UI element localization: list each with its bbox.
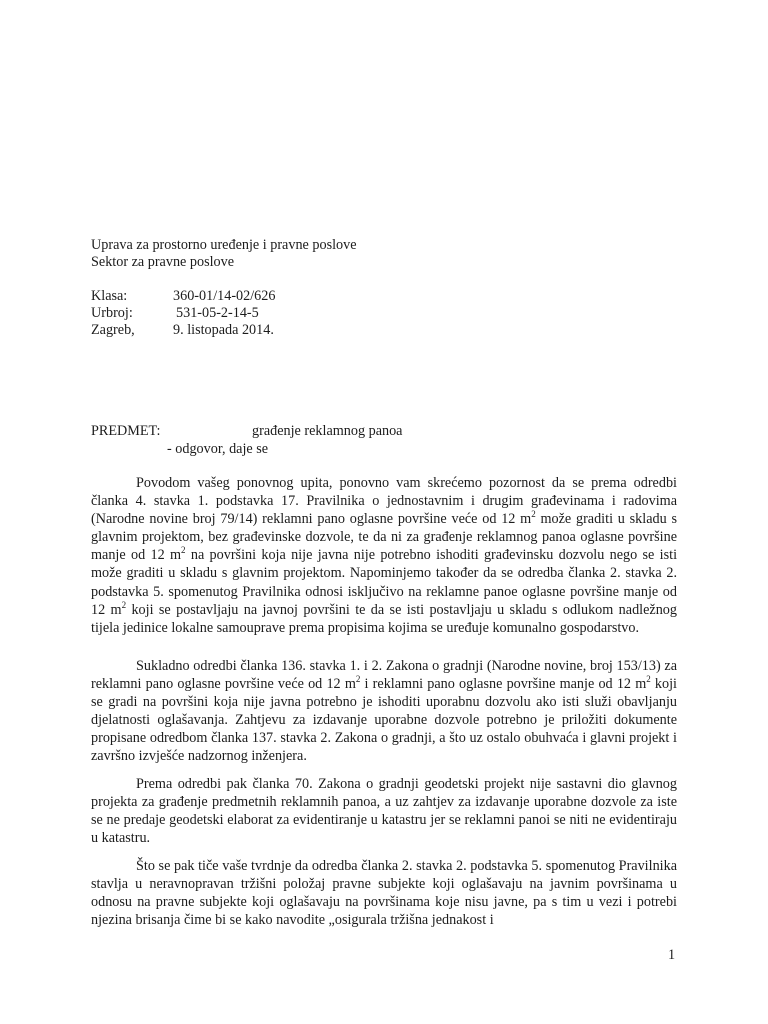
p2-text-a: Sukladno odredbi članka 136. stavka 1. i 2. Zakona o gradnji (Narodne novine, broj 153/13) za reklamni pano oglasne površine veće od 12 m — [91, 658, 677, 693]
p3-text: Prema odredbi pak članka 70. Zakona o gradnji geodetski projekt nije sastavni dio glavnog projekta za građenje predmetnih reklamnih panoa, a uz zahtjev za izdavanje uporabne dozvole za iste se ne predaje geodetski elaborat za evidentiranje u katastru jer se reklamni panoi se niti ne evidentiraju u katastru. — [91, 776, 677, 847]
p1-text-b: može graditi u skladu s glavnim projektom, bez građevinske dozvole, te da ni za građenje reklamnog panoa oglasne površine manje od 12 m — [91, 511, 677, 564]
subject-subtitle: - odgovor, daje se — [167, 441, 269, 457]
subject-label: PREDMET: — [91, 423, 161, 439]
p1-text-c: na površini koja nije javna nije potrebno ishoditi građevinsku dozvolu nego se isti može graditi u skladu s glavnim projektom. Napominjemo također da se odredba članka 2. stavka 2. podstavka 5. spomenutog Pravilnika odnosi isključivo na reklamne panoe oglasne površine manje od 12 m — [91, 547, 678, 618]
superscript-2: 2 — [646, 674, 651, 685]
p1-text-d: koji se postavljaju na javnoj površini te da se isti postavljaju u skladu s odlukom nadležnog tijela jedinice lokalne samouprave prema propisima kojima se uređuje komunalno gospodarstvo. — [91, 601, 677, 636]
p2-text-b: i reklamni pano oglasne površine manje od 12 m — [360, 676, 647, 693]
place: Zagreb, — [91, 322, 135, 338]
superscript-2: 2 — [355, 674, 361, 685]
superscript-2: 2 — [531, 509, 536, 520]
urbroj-value: 531-05-2-14-5 — [176, 305, 259, 321]
subject-title: građenje reklamnog panoa — [252, 423, 403, 439]
superscript-2: 2 — [181, 545, 186, 556]
paragraph-3 — [91, 775, 677, 847]
p4-text: Što se pak tiče vaše tvrdnje da odredba članka 2. stavka 2. podstavka 5. spomenutog Pravilnika stavlja u neravnopravan tržišni položaj pravne subjekte koji oglašavaju na javnim površinama u odnosu na pravne subjekte koji oglašavaju na površinama koje nisu javne, pa s tim u vezi i potrebi njezina brisanja čime bi se kako navodite „osigurala tržišna jednakost i — [91, 858, 677, 929]
klasa-label: Klasa: — [91, 288, 128, 304]
paragraph-2 — [91, 657, 677, 766]
authority-name: Uprava za prostorno uređenje i pravne poslove — [91, 237, 357, 253]
date: 9. listopada 2014. — [173, 322, 274, 338]
paragraph-4 — [91, 857, 677, 929]
page-number: 1 — [668, 947, 676, 963]
sector-name: Sektor za pravne poslove — [91, 254, 235, 270]
urbroj-label: Urbroj: — [91, 305, 133, 321]
p2-text-c: koji se gradi na površini koja nije javna potrebno je ishoditi uporabnu dozvolu ako isti služi obavljanju djelatnosti oglašavanja. Zahtjevu za izdavanje uporabne dozvole potrebno je priložiti dokumente propisane odredbom članka 137. stavka 2. Zakona o gradnji, a što uz ostalo obuhvaća i glavni projekt i završno izvješće nadzornog inženjera. — [91, 676, 677, 765]
paragraph-1 — [91, 474, 677, 637]
superscript-2: 2 — [121, 599, 127, 610]
p1-text-a: Povodom vašeg ponovnog upita, ponovno vam skrećemo pozornost da se prema odredbi članka 4. stavka 1. podstavka 17. Pravilnika o jednostavnim i drugim građevinama i radovima (Narodne novine broj 79/14) reklamni pano oglasne površine veće od 12 m — [91, 475, 677, 528]
klasa-value: 360-01/14-02/626 — [173, 288, 276, 304]
